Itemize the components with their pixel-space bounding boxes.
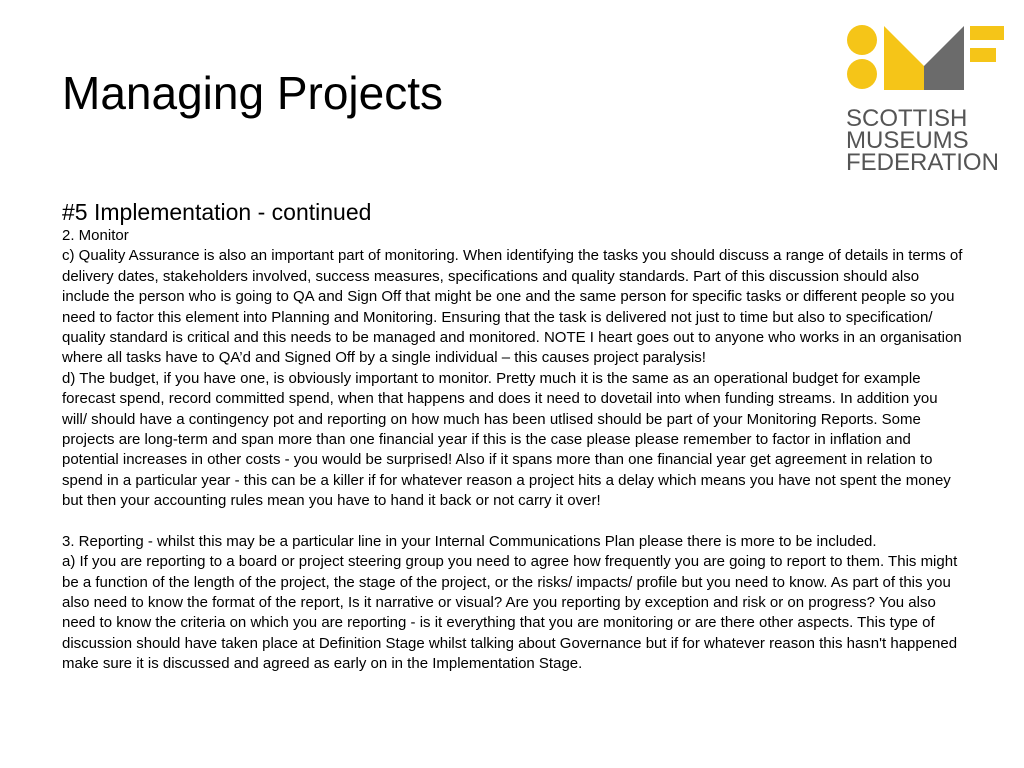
reporting-intro: 3. Reporting - whilst this may be a particular line in your Internal Communications Plan please there is more to be included. [62,532,877,550]
monitor-label: 2. Monitor [62,227,129,244]
logo-mark [844,22,1004,92]
scottish-museums-federation-logo [838,20,1008,180]
section-subheading: #5 Implementation - continued [62,199,372,225]
slide-body [62,198,966,675]
logo-m-left [884,26,924,90]
paragraph-quality-assurance: c) Quality Assurance is also an important part of monitoring. When identifying the tasks you should discuss a range of details in terms of delivery dates, stakeholders involved, success measures, specifications and quality standards. Part of this discussion should also include the person who is going to QA and Sign Off that might be one and the same person for specific tasks or different people so you need to factor this element into Planning and Monitoring. Ensuring that the task is delivered not just to time but also to specification/ quality standard is critical and this needs to be managed and monitored. NOTE I heart goes out to anyone who works in an organisation where all tasks have to QA’d and Signed Off by a single individual – this causes project paralysis! [62,247,963,367]
logo-f-top [970,26,1004,40]
logo-m-right [924,26,964,90]
spacer [62,512,966,532]
paragraph-reporting-frequency: a) If you are reporting to a board or project steering group you need to agree how frequently you are going to report to them. This might be a function of the length of the project, the stage of the project, or the risks/ impacts/ profile but you need to know. As part of this you also need to know the format of the report, Is it narrative or visual? Are you reporting by exception and risk or on progress? You also need to know the criteria on which you are reporting - is it everything that you are monitoring or are there other aspects. This type of discussion should have taken place at Definition Stage whilst talking about Governance but if for whatever reason this hasn't happened make sure it is discussed and agreed as early on in the Implementation Stage. [62,553,958,673]
logo-line-3: FEDERATION [846,149,999,176]
logo-dot-bottom [847,59,877,89]
logo-f-middle [970,48,996,62]
logo-line-2: MUSEUMS [846,127,969,154]
logo-text [846,105,999,176]
logo-line-1: SCOTTISH [846,105,968,132]
page-title: Managing Projects [62,67,443,119]
logo-dot-top [847,25,877,55]
paragraph-budget: d) The budget, if you have one, is obviously important to monitor. Pretty much it is the same as an operational budget for example forecast spend, record committed spend, when that happens and does it need to dovetail into when funding streams. In addition you will/ should have a contingency pot and reporting on how much has been utlised should be part of your Monitoring Reports. Some projects are long-term and span more than one financial year if this is the case please please remember to factor in inflation and potential increases in other costs - you would be surprised! Also if it spans more than one financial year get agreement in relation to spend in a particular year - this can be a killer if for whatever reason a project hits a delay which means you have not spent the money but then your accounting rules mean you have to hand it back or not carry it over! [62,369,951,510]
